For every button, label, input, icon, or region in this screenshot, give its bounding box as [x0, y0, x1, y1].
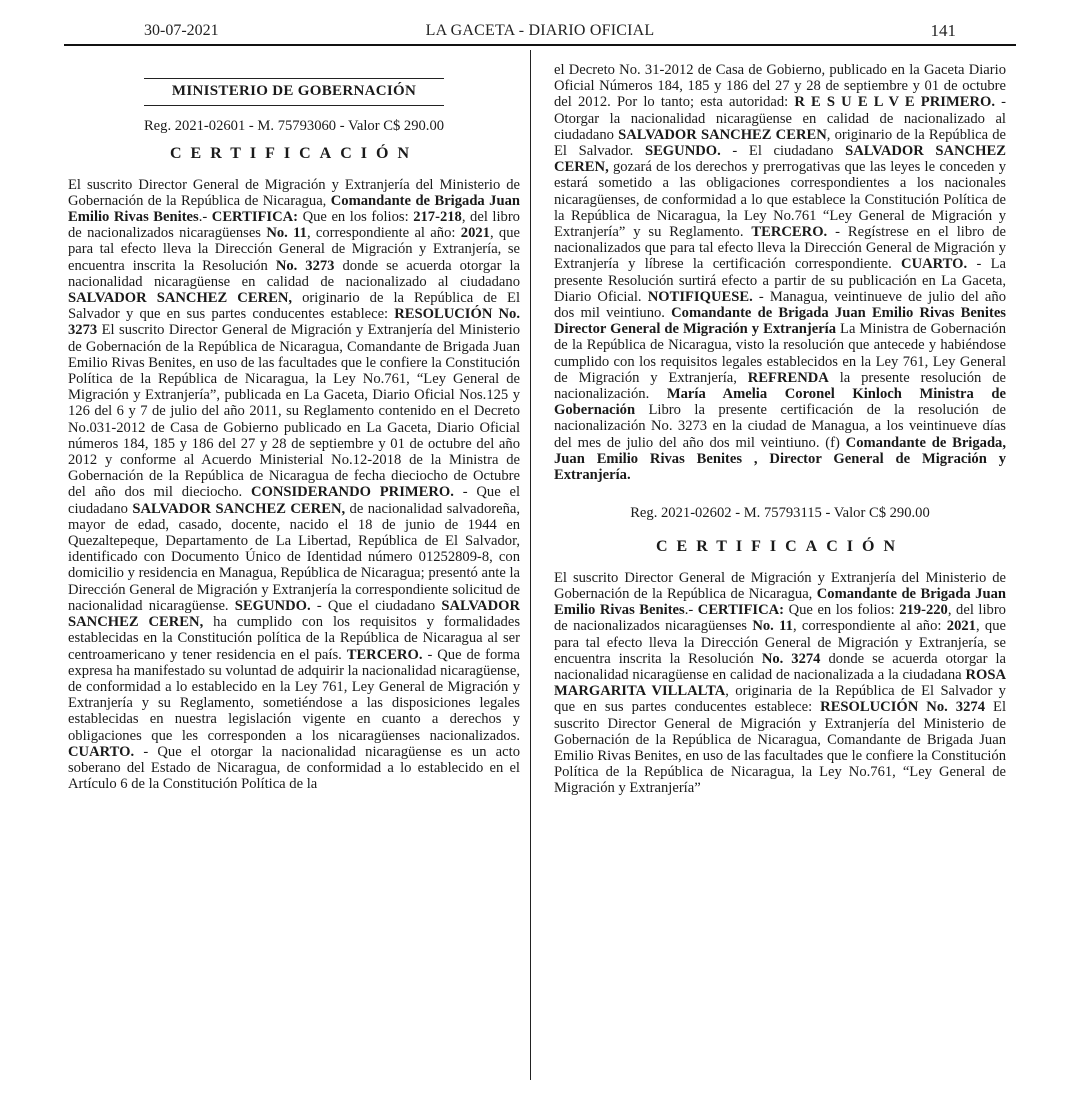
- body-text: - Regístrese en el libro de nacionalizados que para tal efecto lleva la Dirección General de Migración y Extranjería y líbrese la certificación correspondiente.: [554, 224, 1006, 273]
- body-text: - Que el ciudadano: [68, 484, 520, 517]
- body-bold: CONSIDERANDO PRIMERO.: [250, 484, 454, 501]
- body-bold: No. 11: [752, 618, 793, 635]
- header-date: 30-07-2021: [144, 22, 219, 39]
- body-text: El suscrito Director General de Migración y Extranjería del Ministerio de Gobernación de la República de Nicaragua,: [554, 569, 1006, 602]
- body-text: - Otorgar la nacionalidad nicaragüense en calidad de nacionalizado al ciudadano: [554, 94, 1006, 143]
- body-bold: NOTIFIQUESE.: [647, 288, 753, 305]
- body-bold: 217-218: [413, 209, 462, 226]
- body-bold: R E S U E L V E PRIMERO.: [794, 94, 995, 111]
- resolution-continuation: [554, 62, 1006, 483]
- body-text: , que para tal efecto lleva la Dirección General de Migración y Extranjería, se encuentra inscrita la Resolución: [554, 618, 1006, 667]
- body-bold: 2021: [946, 618, 976, 635]
- ministry-heading: MINISTERIO DE GOBERNACIÓN: [144, 78, 444, 106]
- body-text: gozará de los derechos y prerrogativas que las leyes le conceden y estará sometido a las obligaciones correspondientes a los nacionales nicaragüenses, de conformidad a lo que establece la Constitución Política de la República de Nicaragua, la Ley No.761 “Ley General de Migración y Extranjería” y su Reglamento.: [554, 159, 1006, 241]
- body-text: El suscrito Director General de Migración y Extranjería del Ministerio de Gobernación de la República de Nicaragua, Comandante de Brigada Juan Emilio Rivas Benites, en uso de las facultades que le confiere la Constitución Política de la República de Nicaragua, la Ley No.761, “Ley General de Migración y Extranjería”: [554, 699, 1006, 797]
- body-bold: 2021: [460, 225, 490, 242]
- body-bold: ROSA MARGARITA VILLALTA: [554, 666, 1006, 700]
- body-bold: REFRENDA: [747, 369, 829, 386]
- body-bold: SEGUNDO.: [644, 143, 721, 160]
- body-text: - Que el ciudadano: [310, 597, 442, 614]
- body-bold: CERTIFICA:: [697, 602, 785, 619]
- body-bold: SALVADOR SANCHEZ CEREN,: [68, 597, 520, 631]
- header-rule: [64, 44, 1016, 46]
- body-text: , que para tal efecto lleva la Dirección General de Migración y Extranjería, se encuentra inscrita la Resolución: [68, 225, 520, 274]
- body-text: , originario de la República de El Salvador.: [554, 126, 1006, 160]
- body-bold: CERTIFICA:: [211, 209, 299, 226]
- right-column: [554, 62, 1006, 1080]
- registration-line: Reg. 2021-02601 - M. 75793060 - Valor C$ 290.00: [143, 118, 445, 135]
- body-text: donde se acuerda otorgar la nacionalidad nicaragüense en calidad de nacionalizado al ciudadano: [68, 257, 520, 290]
- body-bold: SALVADOR SANCHEZ CEREN: [618, 126, 827, 143]
- body-text: Que en los folios:: [298, 209, 414, 226]
- body-text: originario de la República de El Salvador y que en sus partes conducentes establece:: [68, 290, 520, 323]
- body-text: .-: [198, 209, 212, 226]
- body-bold: RESOLUCIÓN No. 3274: [820, 699, 985, 716]
- certification-title: CERTIFICACIÓN: [169, 145, 418, 163]
- body-bold: Comandante de Brigada Juan Emilio Rivas Benites: [68, 192, 520, 226]
- body-text: , del libro de nacionalizados nicaragüenses: [554, 602, 1006, 635]
- body-text: El suscrito Director General de Migración y Extranjería del Ministerio de Gobernación de la República de Nicaragua, Comandante de Brigada Juan Emilio Rivas Benites, en uso de las facultades que le confiere la Constitución Política de la República de Nicaragua, la Ley No.761, “Ley General de Migración y Extranjería”, publicada en La Gaceta, Diario Oficial Nos.125 y 126 del 6 y 7 de julio del año 2011, su Reglamento contenido en el Decreto No.031-2012 de Casa de Gobierno publicado en La Gaceta, Diario Oficial números 184, 185 y 186 del 27 y 28 de septiembre y 01 de octubre del año 2012 y conforme al Acuerdo Ministerial No.12-2018 de la Ministra de Gobernación de la República de Nicaragua de fecha dieciocho de Octubre del año dos mil dieciocho.: [68, 322, 520, 501]
- certification-body: [68, 177, 520, 793]
- body-text: , correspondiente al año:: [306, 225, 461, 242]
- registration-line-2: Reg. 2021-02602 - M. 75793115 - Valor C$ 290.00: [630, 505, 930, 522]
- header-page-number: 141: [930, 21, 956, 40]
- body-bold: SALVADOR SANCHEZ CEREN,: [132, 500, 346, 517]
- body-text: , originaria de la República de El Salvador y que en sus partes conducentes establece:: [554, 683, 1006, 716]
- body-text: - Que el otorgar la nacionalidad nicaragüense es un acto soberano del Estado de Nicaragua, de conformidad a lo establecido en el Artículo 6 de la Constitución Política de la: [68, 743, 520, 793]
- body-bold: María Amelia Coronel Kinloch Ministra de Gobernación: [554, 386, 1006, 419]
- body-bold: SALVADOR SANCHEZ CEREN,: [554, 143, 1006, 176]
- body-text: La Ministra de Gobernación de la República de Nicaragua, visto la resolución que antecede y habiéndose cumplido con los requisitos legales establecidos en la Ley 761, Ley General de Migración y Extranjería,: [554, 321, 1006, 386]
- body-text: Libro la presente certificación de la resolución de nacionalización No. 3273 en la ciudad de Managua, a los veintinueve días del mes de julio del año dos mil veintiuno. (f): [554, 402, 1006, 451]
- body-bold: SALVADOR SANCHEZ CEREN,: [68, 290, 293, 307]
- body-bold: No. 3273: [275, 257, 335, 274]
- body-text: El suscrito Director General de Migración y Extranjería del Ministerio de Gobernación de la República de Nicaragua,: [68, 176, 520, 209]
- header-newspaper-title: LA GACETA - DIARIO OFICIAL: [425, 22, 655, 39]
- body-text: .-: [684, 602, 698, 619]
- body-bold: TERCERO.: [751, 224, 828, 241]
- body-bold: No. 3274: [761, 650, 821, 667]
- body-text: - Managua, veintinueve de julio del año dos mil veintiuno.: [554, 288, 1006, 322]
- body-text: , del libro de nacionalizados nicaragüenses: [68, 209, 520, 242]
- body-text: la presente resolución de nacionalización.: [554, 369, 1006, 403]
- page-header: [64, 18, 1016, 44]
- body-bold: Comandante de Brigada Juan Emilio Rivas Benites Director General de Migración y Extranjería: [554, 305, 1006, 338]
- body-text: - El ciudadano: [720, 143, 846, 160]
- body-bold: SEGUNDO.: [234, 597, 311, 614]
- body-bold: TERCERO.: [346, 646, 423, 663]
- body-bold: CUARTO.: [901, 256, 968, 273]
- body-text: de nacionalidad salvadoreña, mayor de edad, casado, docente, nacido el 18 de junio de 1944 en Quezaltepeque, Departamento de La Libertad, República de El Salvador, identificado con Documento Único de Identidad número 01252809-8, con domicilio y residencia en Managua, República de Nicaragua; presentó ante la Dirección General de Migración y Extranjería la correspondiente solicitud de nacionalidad nicaragüense.: [68, 500, 520, 614]
- body-text: ha cumplido con los requisitos y formalidades establecidas en la Constitución política de la República de Nicaragua al ser centroamericano y tener residencia en el país.: [68, 614, 520, 663]
- body-text: donde se acuerda otorgar la nacionalidad nicaragüense en calidad de nacionalizada a la ciudadana: [554, 650, 1006, 683]
- certification-body-2: [554, 570, 1006, 797]
- body-bold: Comandante de Brigada, Juan Emilio Rivas Benites , Director General de Migración y Extranjería.: [554, 434, 1006, 484]
- body-bold: No. 11: [266, 225, 307, 242]
- body-bold: Comandante de Brigada Juan Emilio Rivas Benites: [554, 585, 1006, 619]
- body-bold: 219-220: [899, 602, 948, 619]
- body-bold: RESOLUCIÓN No. 3273: [68, 306, 520, 339]
- body-text: Que en los folios:: [784, 602, 900, 619]
- body-bold: CUARTO.: [68, 743, 135, 760]
- certification-title-2: CERTIFICACIÓN: [655, 538, 904, 556]
- body-text: , correspondiente al año:: [792, 618, 947, 635]
- body-text: el Decreto No. 31-2012 de Casa de Gobierno, publicado en la Gaceta Diario Oficial Números 184, 185 y 186 del 27 y 28 de septiembre y 01 de octubre del 2012. Por lo tanto; esta autoridad:: [554, 62, 1006, 111]
- column-divider: [530, 50, 531, 1080]
- body-text: - Que de forma expresa ha manifestado su voluntad de adquirir la nacionalidad nicaragüense, de conformidad a lo establecido en la Ley 761, Ley General de Migración y Extranjería y su Reglamento, sometiéndose a las disposiciones legales establecidas en nuestra legislación vigente en cuanto a derechos y obligaciones que les corresponden a los nicaragüenses nacionalizados.: [68, 646, 520, 744]
- left-column: [68, 78, 520, 1096]
- body-text: - La presente Resolución surtirá efecto a partir de su publicación en La Gaceta, Diario Oficial.: [554, 256, 1006, 305]
